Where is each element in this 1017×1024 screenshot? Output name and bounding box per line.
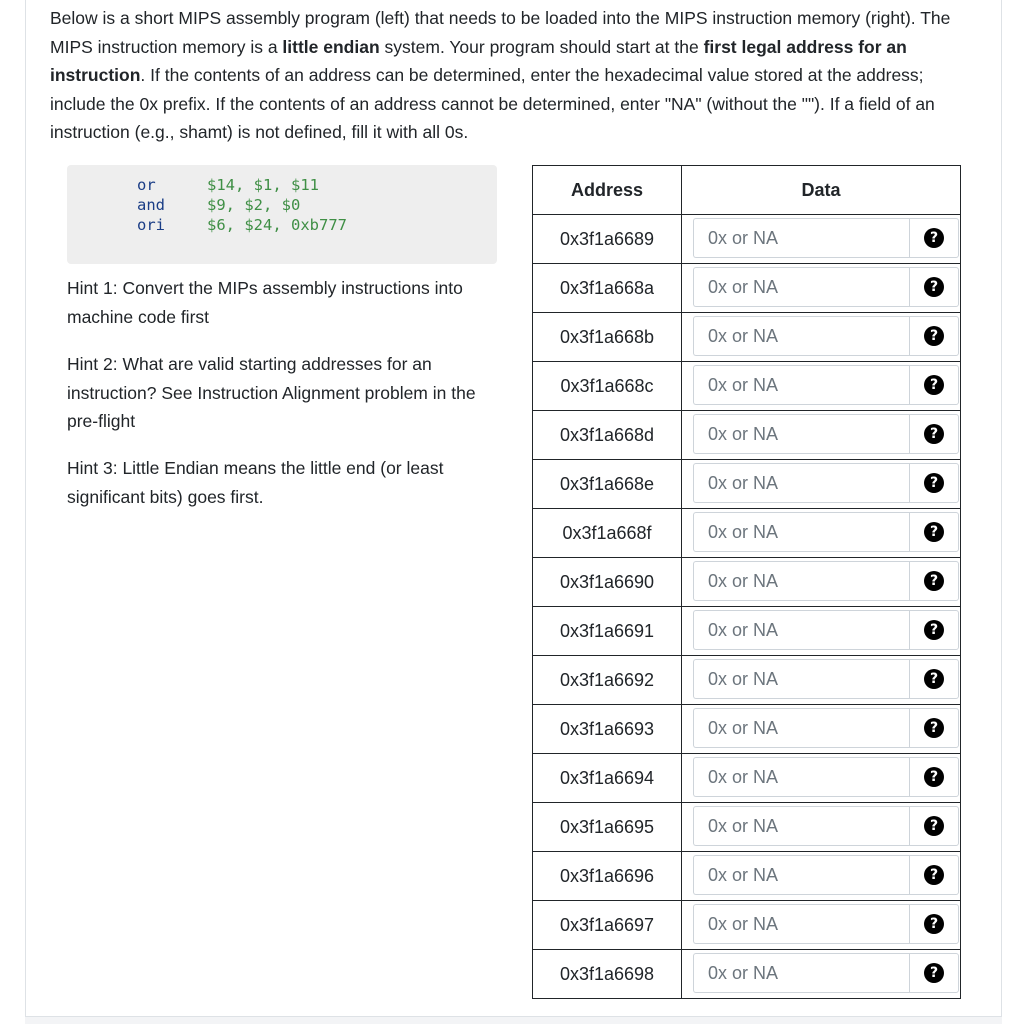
- data-input[interactable]: [693, 904, 909, 944]
- data-input[interactable]: [693, 953, 909, 993]
- hint-1: Hint 1: Convert the MIPs assembly instructions into machine code first: [67, 278, 463, 327]
- data-cell: [682, 705, 961, 754]
- table-row: [533, 460, 961, 509]
- address-cell: 0x3f1a668c: [533, 362, 682, 411]
- data-input[interactable]: [693, 512, 909, 552]
- question-circle-icon: ?: [924, 424, 944, 444]
- data-input[interactable]: [693, 757, 909, 797]
- data-cell: [682, 607, 961, 656]
- data-cell: [682, 362, 961, 411]
- table-row: [533, 852, 961, 901]
- question-circle-icon: ?: [924, 277, 944, 297]
- help-button[interactable]: [909, 659, 959, 699]
- data-cell: [682, 264, 961, 313]
- table-row: [533, 803, 961, 852]
- table-row: [533, 705, 961, 754]
- instruction-memory-table: [532, 165, 961, 999]
- data-input[interactable]: [693, 659, 909, 699]
- hint-3: Hint 3: Little Endian means the little end (or least significant bits) goes first.: [67, 458, 444, 507]
- data-cell: [682, 558, 961, 607]
- code-line: [137, 175, 497, 195]
- question-circle-icon: ?: [924, 963, 944, 983]
- table-row: [533, 509, 961, 558]
- address-cell: 0x3f1a668e: [533, 460, 682, 509]
- intro-bold-first-legal-address: first legal address for an instruction: [50, 36, 907, 85]
- question-circle-icon: ?: [924, 375, 944, 395]
- help-button[interactable]: [909, 904, 959, 944]
- question-circle-icon: ?: [924, 816, 944, 836]
- address-cell: 0x3f1a668d: [533, 411, 682, 460]
- operands: $6, $24, 0xb777: [207, 216, 347, 234]
- help-button[interactable]: [909, 708, 959, 748]
- address-cell: 0x3f1a6691: [533, 607, 682, 656]
- question-circle-icon: ?: [924, 326, 944, 346]
- table-row: [533, 607, 961, 656]
- data-input[interactable]: [693, 463, 909, 503]
- address-cell: 0x3f1a6697: [533, 901, 682, 950]
- data-cell: [682, 656, 961, 705]
- data-input[interactable]: [693, 561, 909, 601]
- data-input[interactable]: [693, 708, 909, 748]
- help-button[interactable]: [909, 316, 959, 356]
- data-input[interactable]: [693, 414, 909, 454]
- address-cell: 0x3f1a668a: [533, 264, 682, 313]
- data-cell: [682, 901, 961, 950]
- assembly-code-block: [67, 165, 497, 264]
- intro-text-3: . If the contents of an address can be determined, enter the hexadecimal value stored at the address; include the 0x prefix. If the contents of an address cannot be determined, enter "NA" (without the ""). If a field of an instruction (e.g., shamt) is not defined, fill it with all 0s.: [50, 65, 935, 142]
- address-cell: 0x3f1a668f: [533, 509, 682, 558]
- data-column-header: Data: [682, 166, 961, 215]
- data-cell: [682, 313, 961, 362]
- data-cell: [682, 460, 961, 509]
- hint-2: Hint 2: What are valid starting addresses for an instruction? See Instruction Alignment problem in the pre-flight: [67, 354, 476, 431]
- address-cell: 0x3f1a6694: [533, 754, 682, 803]
- table-row: [533, 313, 961, 362]
- table-header-row: [533, 166, 961, 215]
- card-footer-strip: [25, 1017, 1002, 1024]
- data-input[interactable]: [693, 610, 909, 650]
- question-circle-icon: ?: [924, 865, 944, 885]
- address-cell: 0x3f1a6689: [533, 215, 682, 264]
- data-cell: [682, 411, 961, 460]
- operands: $9, $2, $0: [207, 196, 301, 214]
- data-cell: [682, 803, 961, 852]
- address-cell: 0x3f1a668b: [533, 313, 682, 362]
- help-button[interactable]: [909, 953, 959, 993]
- help-button[interactable]: [909, 806, 959, 846]
- opcode: or: [137, 176, 156, 194]
- data-cell: [682, 852, 961, 901]
- operands: $14, $1, $11: [207, 176, 319, 194]
- data-input[interactable]: [693, 365, 909, 405]
- address-cell: 0x3f1a6698: [533, 950, 682, 999]
- data-input[interactable]: [693, 316, 909, 356]
- help-button[interactable]: [909, 610, 959, 650]
- question-circle-icon: ?: [924, 571, 944, 591]
- question-circle-icon: ?: [924, 718, 944, 738]
- address-cell: 0x3f1a6693: [533, 705, 682, 754]
- question-circle-icon: ?: [924, 228, 944, 248]
- table-row: [533, 656, 961, 705]
- table-row: [533, 362, 961, 411]
- address-cell: 0x3f1a6696: [533, 852, 682, 901]
- opcode: and: [137, 196, 165, 214]
- help-button[interactable]: [909, 512, 959, 552]
- help-button[interactable]: [909, 855, 959, 895]
- table-row: [533, 411, 961, 460]
- question-circle-icon: ?: [924, 473, 944, 493]
- help-button[interactable]: [909, 218, 959, 258]
- data-input[interactable]: [693, 218, 909, 258]
- table-row: [533, 264, 961, 313]
- intro-bold-little-endian: little endian: [282, 36, 380, 57]
- help-button[interactable]: [909, 463, 959, 503]
- data-cell: [682, 509, 961, 558]
- address-column-header: Address: [533, 166, 682, 215]
- help-button[interactable]: [909, 414, 959, 454]
- data-cell: [682, 754, 961, 803]
- intro-text-2: system. Your program should start at the: [379, 36, 704, 57]
- code-line: [137, 215, 497, 235]
- data-input[interactable]: [693, 267, 909, 307]
- help-button[interactable]: [909, 561, 959, 601]
- data-cell: [682, 950, 961, 999]
- intro-text-1: Below is a short MIPS assembly program (left) that needs to be loaded into the MIPS instruction memory (right). The MIPS instruction memory is a: [50, 8, 951, 57]
- data-cell: [682, 215, 961, 264]
- table-row: [533, 950, 961, 999]
- table-row: [533, 754, 961, 803]
- memory-rows: [533, 215, 961, 999]
- table-row: [533, 558, 961, 607]
- address-cell: 0x3f1a6692: [533, 656, 682, 705]
- address-cell: 0x3f1a6695: [533, 803, 682, 852]
- address-cell: 0x3f1a6690: [533, 558, 682, 607]
- opcode: ori: [137, 216, 165, 234]
- data-input[interactable]: [693, 806, 909, 846]
- question-circle-icon: ?: [924, 522, 944, 542]
- help-button[interactable]: [909, 267, 959, 307]
- table-row: [533, 901, 961, 950]
- question-circle-icon: ?: [924, 767, 944, 787]
- question-circle-icon: ?: [924, 914, 944, 934]
- help-button[interactable]: [909, 757, 959, 797]
- table-row: [533, 215, 961, 264]
- help-button[interactable]: [909, 365, 959, 405]
- question-circle-icon: ?: [924, 669, 944, 689]
- question-circle-icon: ?: [924, 620, 944, 640]
- question-instructions: [50, 4, 980, 147]
- code-line: [137, 195, 497, 215]
- data-input[interactable]: [693, 855, 909, 895]
